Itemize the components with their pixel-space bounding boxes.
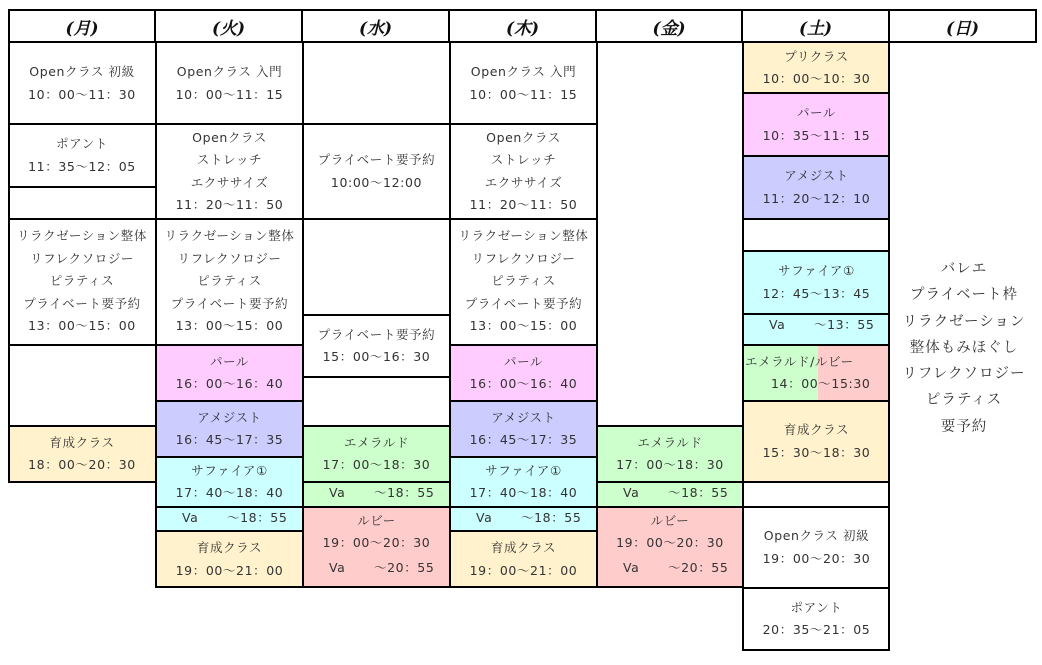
class-name: リフレクソロジー — [471, 250, 576, 266]
class-time: 〜20：55 — [374, 560, 435, 575]
class-name: リラクゼーション整体 — [458, 228, 589, 244]
class-name: ピラティス — [491, 273, 556, 289]
class-name: サファイア① — [778, 263, 855, 278]
class-name: ポアント — [790, 599, 843, 615]
grid-line — [449, 400, 597, 402]
header-tuesday — [156, 9, 303, 43]
class-name: Va — [329, 485, 346, 500]
class-time: 16：45〜17：35 — [175, 432, 284, 447]
day-label: (月) — [65, 18, 99, 39]
wed-private-afternoon — [303, 315, 450, 377]
class-time: 18：00〜20：30 — [28, 457, 136, 472]
class-time: 10：00〜10：30 — [762, 71, 871, 86]
class-name: Va — [182, 510, 199, 525]
sat-pearl — [743, 93, 890, 156]
tue-amethyst — [156, 401, 303, 457]
class-time: 11：35〜12：05 — [28, 158, 136, 174]
class-time: 11：20〜12：10 — [762, 190, 871, 206]
grid-line — [596, 481, 743, 483]
grid-line — [596, 506, 743, 508]
mon-open-beginner — [8, 43, 156, 124]
class-name: リラクゼーション整体 — [164, 228, 295, 244]
grid-line — [742, 43, 744, 651]
class-name: ピラティス — [197, 273, 262, 289]
class-name: ストレッチ — [490, 152, 557, 167]
class-time: 17：40〜18：40 — [469, 485, 578, 500]
class-time: 〜18：55 — [374, 485, 435, 500]
class-name: 育成クラス — [49, 434, 115, 450]
grid-line — [596, 586, 743, 588]
class-name: エメラルド — [343, 434, 410, 450]
class-time: 17：00〜18：30 — [616, 457, 724, 472]
grid-line — [449, 218, 597, 220]
class-time: 10：00〜11：30 — [28, 86, 136, 102]
class-time: 13：00〜15：00 — [469, 318, 578, 334]
fri-va-1 — [597, 482, 743, 507]
day-label: (水) — [358, 18, 393, 39]
class-time: 12：45〜13：45 — [762, 285, 871, 301]
class-name: リフレクソロジー — [177, 250, 282, 266]
class-name: サファイア① — [485, 462, 562, 478]
grid-line — [742, 481, 889, 483]
grid-line — [302, 123, 450, 125]
grid-line — [742, 649, 889, 651]
grid-line — [155, 344, 303, 346]
wed-emerald — [303, 426, 450, 482]
mon-private-session — [8, 219, 156, 344]
grid-line — [8, 425, 156, 427]
wed-va-1 — [303, 482, 450, 507]
class-time: 15：30〜18：30 — [762, 444, 871, 460]
class-name: パール — [503, 353, 544, 369]
sun-line: プライベート枠 — [909, 287, 1019, 304]
sat-training-class — [743, 401, 890, 482]
class-name: ストレッチ — [196, 152, 263, 167]
class-name: Va — [769, 317, 786, 332]
class-time: 17：40〜18：40 — [175, 485, 284, 500]
grid-line — [742, 506, 889, 508]
sun-line: リフレクソロジー — [902, 366, 1026, 383]
class-note: プライベート要予約 — [464, 295, 583, 311]
class-time: 〜18：55 — [668, 485, 729, 500]
day-label: (日) — [945, 18, 980, 39]
class-time: 11：20〜11：50 — [469, 197, 578, 212]
header-sunday — [890, 9, 1037, 43]
class-time: 10：00〜11：15 — [469, 86, 578, 102]
sat-amethyst — [743, 156, 890, 219]
day-label: (金) — [652, 18, 686, 39]
mon-training-class — [8, 426, 156, 482]
class-name: パール — [209, 353, 250, 369]
grid-line — [155, 218, 303, 220]
grid-line — [742, 587, 889, 589]
thu-open-intro — [450, 43, 597, 124]
mon-pointe — [8, 124, 156, 187]
day-label: (土) — [798, 18, 833, 39]
sat-sapphire — [743, 251, 890, 314]
header-friday — [597, 9, 743, 43]
class-name: エクササイズ — [484, 174, 563, 190]
grid-line — [155, 456, 303, 458]
class-time: 19：00〜21：00 — [469, 562, 578, 578]
grid-line — [888, 43, 890, 651]
thu-training-class — [450, 532, 597, 587]
grid-line — [8, 123, 156, 125]
thu-open-stretch — [450, 124, 597, 219]
grid-line — [302, 586, 450, 588]
grid-line — [302, 376, 450, 378]
sun-private-info — [892, 256, 1036, 440]
class-name: プリクラス — [784, 48, 849, 64]
class-note: プライベート要予約 — [23, 295, 141, 311]
fri-emerald — [597, 426, 743, 482]
class-name: ルビー — [357, 512, 396, 528]
sun-line: 整体もみほぐし — [909, 339, 1019, 356]
class-name: エメラルド/ルビー — [745, 353, 854, 369]
grid-line — [449, 506, 597, 508]
class-name: Openクラス — [192, 129, 267, 145]
class-name: Openクラス 入門 — [176, 64, 283, 79]
fri-ruby — [597, 507, 743, 557]
class-time: 20：35〜21：05 — [762, 622, 871, 637]
class-time: 19：00〜20：30 — [322, 535, 431, 550]
grid-line — [742, 400, 889, 402]
grid-line — [155, 506, 303, 508]
class-name: 育成クラス — [783, 422, 850, 437]
class-time: 〜18：55 — [521, 510, 582, 525]
class-time: 10：35〜11：15 — [762, 127, 871, 143]
class-name: Va — [623, 560, 640, 575]
class-time: 15：00〜16：30 — [322, 349, 431, 364]
grid-line — [302, 425, 450, 427]
sun-line: バレエ — [940, 261, 988, 277]
class-name: ポアント — [56, 136, 108, 151]
tue-training-class — [156, 532, 303, 587]
grid-line — [742, 250, 889, 252]
class-time: 19：00〜20：30 — [616, 535, 724, 550]
grid-line — [155, 123, 303, 125]
class-time: 19：00〜20：30 — [762, 550, 871, 566]
sat-pre-class — [743, 43, 890, 93]
class-time: 17：00〜18：30 — [322, 457, 431, 472]
class-time: 〜13：55 — [814, 317, 875, 332]
grid-line — [742, 92, 889, 94]
class-time: 19：00〜21：00 — [175, 562, 284, 578]
grid-line — [449, 456, 597, 458]
class-note: プライベート要予約 — [317, 326, 436, 342]
class-name: 育成クラス — [196, 540, 263, 555]
class-time: 16：00〜16：40 — [175, 376, 284, 391]
class-name: Openクラス 初級 — [29, 64, 135, 79]
grid-line — [742, 155, 889, 157]
class-name: アメジスト — [197, 409, 262, 425]
grid-line — [155, 586, 303, 588]
grid-line — [8, 186, 156, 188]
sat-pointe — [743, 588, 890, 650]
class-name: 育成クラス — [490, 540, 557, 555]
class-time: 10:00〜12:00 — [330, 174, 423, 190]
grid-line — [742, 313, 889, 315]
grid-line — [302, 506, 450, 508]
sat-open-beginner — [743, 507, 890, 588]
class-time: 13：00〜15：00 — [28, 318, 136, 334]
sun-line: ピラティス — [925, 392, 1003, 409]
wed-va-2 — [303, 557, 450, 587]
grid-line — [155, 400, 303, 402]
class-time: 16：00〜16：40 — [469, 376, 578, 391]
grid-line — [596, 425, 743, 427]
thu-pearl — [450, 345, 597, 401]
tue-open-intro — [156, 43, 303, 124]
class-name: リラクゼーション整体 — [16, 228, 147, 244]
class-time: 10：00〜11：15 — [175, 86, 284, 102]
grid-line — [449, 586, 597, 588]
sun-line: 要予約 — [940, 418, 988, 435]
tue-private-session — [156, 219, 303, 344]
grid-line — [449, 530, 597, 532]
grid-line — [8, 344, 156, 346]
tue-sapphire — [156, 457, 303, 507]
thu-private-session — [450, 219, 597, 344]
class-name: Openクラス 初級 — [763, 528, 870, 543]
grid-line — [302, 481, 450, 483]
day-label: (木) — [505, 18, 540, 39]
class-name: パール — [796, 105, 837, 120]
class-note: プライベート要予約 — [317, 152, 436, 167]
class-time: 13：00〜15：00 — [175, 318, 284, 334]
thu-va — [450, 507, 597, 531]
class-name: Va — [476, 510, 493, 525]
class-name: Openクラス — [486, 129, 561, 145]
sat-va — [743, 314, 890, 344]
grid-line — [8, 218, 156, 220]
class-name: アメジスト — [491, 409, 556, 425]
fri-va-2 — [597, 557, 743, 587]
header-monday — [8, 9, 156, 43]
thu-sapphire — [450, 457, 597, 507]
class-name: エメラルド — [637, 434, 703, 450]
class-time: 14：00〜15:30 — [771, 376, 871, 391]
class-name: アメジスト — [784, 168, 849, 183]
tue-va — [156, 507, 303, 531]
tue-open-stretch — [156, 124, 303, 219]
wed-private-morning — [303, 124, 450, 219]
grid-line — [302, 314, 450, 316]
grid-line — [8, 43, 10, 483]
class-time: 〜18：55 — [227, 510, 288, 525]
tue-pearl — [156, 345, 303, 401]
wed-ruby — [303, 507, 450, 557]
grid-line — [155, 530, 303, 532]
class-time: 16：45〜17：35 — [469, 432, 578, 447]
header-wednesday — [303, 9, 450, 43]
sun-line: リラクゼーション — [902, 313, 1026, 330]
class-name: リフレクソロジー — [29, 250, 135, 266]
class-name: Openクラス 入門 — [470, 64, 577, 79]
header-saturday — [743, 9, 890, 43]
grid-line — [302, 218, 450, 220]
sat-emerald-ruby — [743, 345, 890, 401]
class-name: サファイア① — [191, 462, 268, 478]
class-name: ルビー — [650, 512, 690, 528]
header-thursday — [450, 9, 597, 43]
class-name: Va — [623, 485, 640, 500]
grid-line — [8, 481, 156, 483]
class-note: プライベート要予約 — [170, 295, 289, 311]
class-time: 〜20：55 — [668, 560, 729, 575]
thu-amethyst — [450, 401, 597, 457]
grid-line — [449, 123, 597, 125]
grid-line — [742, 344, 889, 346]
grid-line — [742, 218, 889, 220]
class-name: ピラティス — [49, 273, 115, 289]
day-label: (火) — [211, 18, 246, 39]
class-name: エクササイズ — [190, 174, 269, 190]
class-time: 11：20〜11：50 — [175, 197, 284, 212]
class-name: Va — [329, 560, 346, 575]
grid-line — [449, 344, 597, 346]
